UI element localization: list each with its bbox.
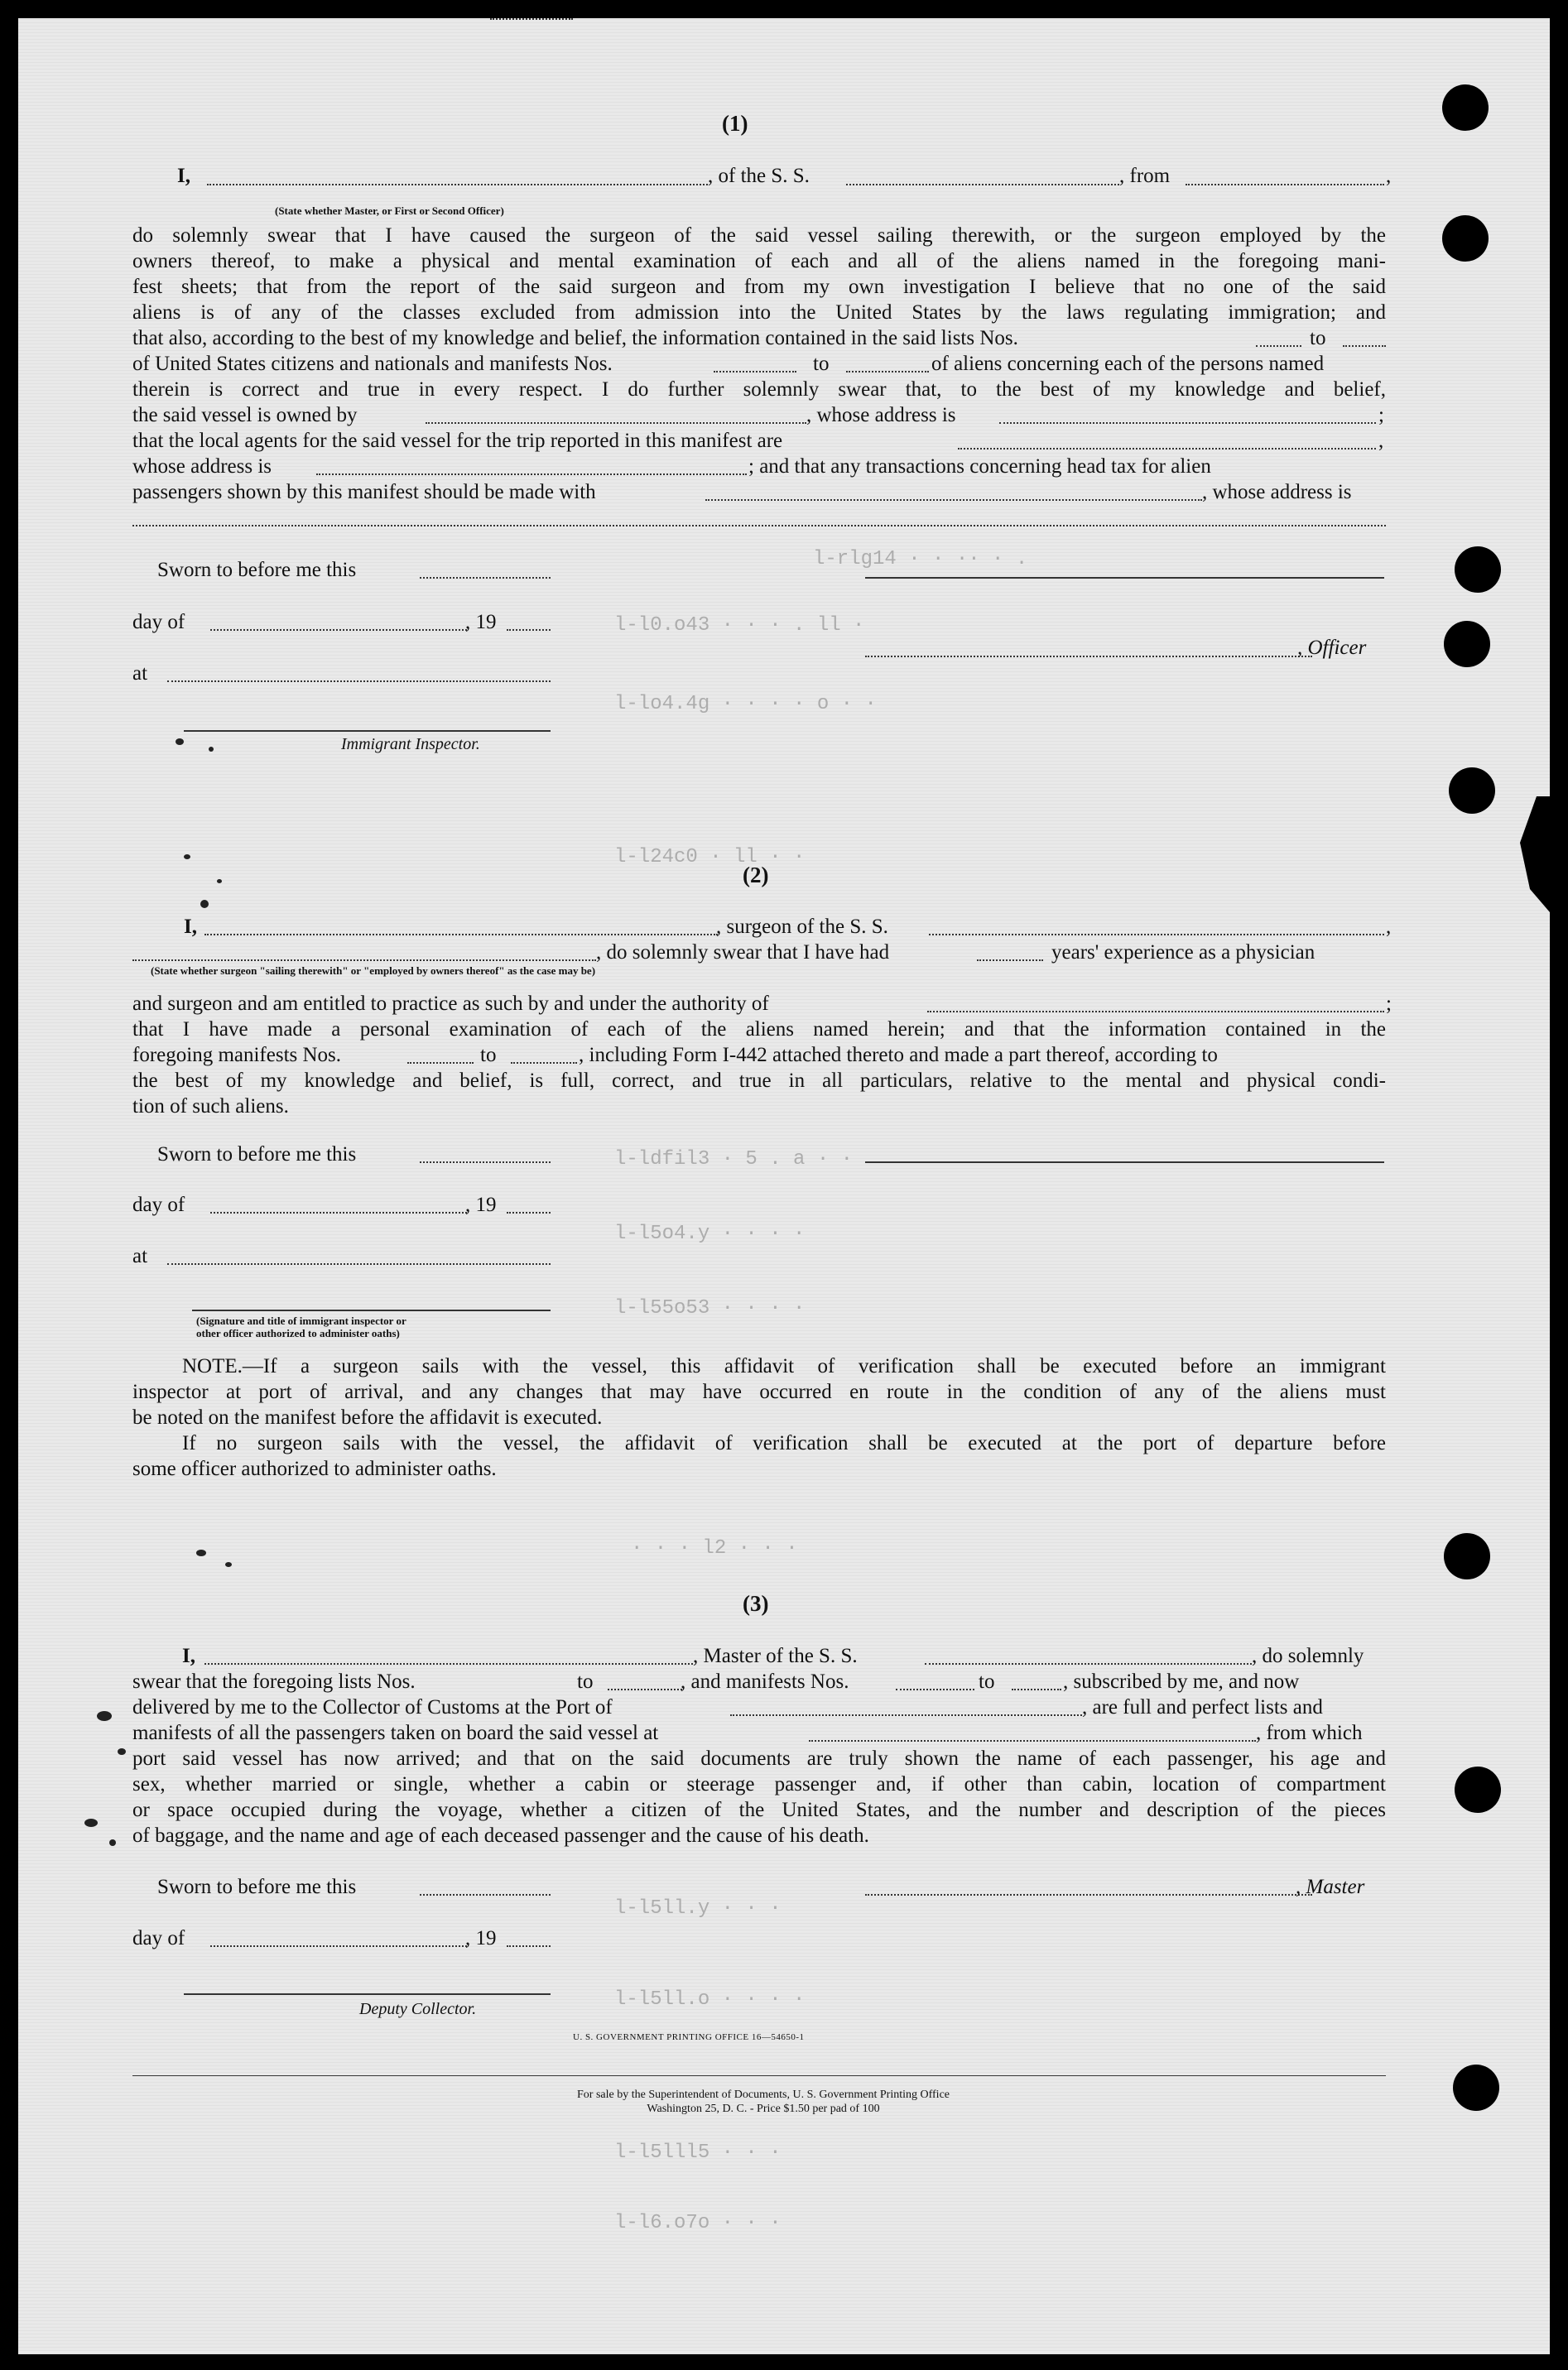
s3-nineteen: , 19 [465,1927,497,1949]
s3-day-of: day of [132,1927,185,1949]
s1-officer-label: , Officer [1297,637,1367,659]
s3-full-perfect: , are full and perfect lists and [1082,1696,1323,1719]
s1-officer-field[interactable] [207,184,708,185]
s1-lists-line: that also, according to the best of my knowledge and belief, the information contained in the said lists Nos. [132,327,1018,349]
s2-at: at [132,1245,148,1267]
s1-manifests-b: of aliens concerning each of the persons named [931,353,1325,375]
s1-of-ss: , of the S. S. [708,165,810,187]
s1-officer-signature-line[interactable] [865,577,1384,579]
s2-swear-had: , do solemnly swear that I have had [596,941,890,964]
section-1-number: (1) [722,111,748,136]
bleed-through: l-rlg14 · · ·· · . [813,548,1028,570]
punch-hole [1455,1767,1501,1813]
bleed-through: l-lo4.4g · · · · o · · [614,693,877,715]
s1-manifests-to-field[interactable] [846,371,929,373]
s3-swear-lists: swear that the foregoing lists Nos. [132,1671,416,1693]
s2-surgeon-signature-line[interactable] [865,1161,1384,1163]
s2-signature-note-2: other officer authorized to administer oaths) [196,1327,400,1339]
ink-blot [225,1562,232,1567]
s1-body-line: aliens is of any of the classes excluded from admission into the United States by the laws regulating immigration; and [132,301,1386,324]
footer-rule [132,2075,1386,2076]
s2-years: years' experience as a physician [1051,941,1315,964]
s1-manifests: of United States citizens and nationals and manifests Nos. [132,353,613,375]
bleed-through: l-l6.o7o · · · [614,2212,782,2234]
punch-hole [1444,1533,1490,1579]
ink-blot [109,1839,116,1846]
s1-manifests-to: to [813,353,830,375]
s1-head-tax: ; and that any transactions concerning head tax for alien [748,455,1211,478]
s2-to: to [480,1044,497,1066]
bleed-through: l-l24c0 · ll · · [614,846,806,868]
bleed-through: l-l5ll.y · · · [614,1897,782,1920]
s1-from: , from [1119,165,1171,187]
s3-to-1: to [577,1671,594,1693]
s1-lists-to-field[interactable] [1343,345,1386,347]
bleed-through: · · · l2 · · · [631,1537,798,1560]
s1-day-field[interactable] [210,629,467,631]
bleed-through: l-l0.o43 · · · . ll · [614,614,865,637]
s3-sworn: Sworn to before me this [157,1876,357,1898]
s1-agents-address-field[interactable] [316,474,747,475]
s3-body-line: port said vessel has now arrived; and that on the said documents are truly shown the name of each passenger, his age and [132,1747,1386,1770]
s3-do-solemnly: , do solemnly [1252,1645,1364,1667]
s3-master-name-field[interactable] [204,1663,693,1665]
s3-manifests-to-field[interactable] [1012,1689,1061,1690]
s1-lists-to: to [1310,327,1326,349]
s1-nineteen: , 19 [465,611,497,633]
s3-master-signature-line[interactable] [865,1894,1312,1896]
s3-last-line: of baggage, and the name and age of each deceased passenger and the cause of his death. [132,1824,869,1847]
s1-i: I, [177,165,190,187]
section-3-number: (3) [743,1591,769,1616]
s3-embark-port-field[interactable] [809,1740,1256,1742]
s1-owned-by: the said vessel is owned by [132,404,358,426]
s3-to-2: to [979,1671,995,1693]
s2-note-line: NOTE.—If a surgeon sails with the vessel, this affidavit of verification shall be executed before an immigrant [182,1355,1386,1377]
s2-no-surgeon-line: some officer authorized to administer oaths. [132,1458,497,1480]
ink-blot [209,747,214,752]
punch-hole [1453,2065,1499,2111]
punch-hole [1442,84,1489,131]
s3-port-field[interactable] [730,1714,1082,1716]
s2-such-aliens: tion of such aliens. [132,1095,289,1118]
s2-no-surgeon-line: If no surgeon sails with the vessel, the affidavit of verification shall be executed at the port of departure before [182,1432,1386,1454]
s2-made-exam: that I have made a personal examination of each of the aliens named herein; and that the information contained in the [132,1018,1386,1041]
s2-day-field[interactable] [210,1212,467,1214]
section-2-number: (2) [743,863,769,887]
s3-manifests-from-field[interactable] [896,1689,974,1690]
s2-note-line: inspector at port of arrival, and any changes that may have occurred en route in the condition of any of the aliens must [132,1381,1386,1403]
s2-foregoing: foregoing manifests Nos. [132,1044,342,1066]
ink-blot [176,738,184,745]
s3-lists-from-field[interactable] [490,18,573,20]
s2-note-line: be noted on the manifest before the affidavit is executed. [132,1406,603,1429]
s2-nineteen: , 19 [465,1194,497,1216]
s1-vessel-field[interactable] [846,184,1119,185]
s2-surgeon-type-field[interactable] [132,959,596,961]
s1-day-of: day of [132,611,185,633]
punch-hole [1449,767,1495,814]
s1-year-field[interactable] [507,629,551,631]
bleed-through: l-ldfil3 · 5 . a · · [614,1148,854,1171]
s2-sworn: Sworn to before me this [157,1143,357,1166]
s1-whose-address: , whose address is [806,404,956,426]
ink-blot [217,879,222,883]
s2-surgeon-of: , surgeon of the S. S. [716,916,888,938]
bleed-through: l-l55o53 · · · · [614,1297,806,1320]
s3-master-of: , Master of the S. S. [693,1645,858,1667]
ink-blot [196,1550,206,1556]
s2-including: , including Form I-442 attached thereto and made a part thereof, according to [579,1044,1218,1066]
s3-from-which: , from which [1256,1722,1363,1744]
s1-body-line: fest sheets; that from the report of the said surgeon and from my own investigation I believe that no one of the said [132,276,1386,298]
bleed-through: l-l5o4.y · · · · [614,1223,806,1245]
s1-immigrant-inspector: Immigrant Inspector. [341,735,480,753]
s3-deputy-collector: Deputy Collector. [359,2000,477,2018]
s1-agents-field[interactable] [958,448,1376,449]
s1-sworn-field[interactable] [420,577,551,579]
form-page: l-rlg14 · · ·· · . l-l0.o43 · · · . ll · l-lo4.4g · · · · o · · l-l24c0 · ll · · l-ldfil3 · 5 . a · · l-l5o4.y · · · · l-l55o53 · · · · · · · l2 · · · l-l5ll.y · · · l-l5ll.o · · · · l-l5lll5 · · · l-l6.o7o · · · (1) I, , of the S. S. , from , (State whether Master, or First or Second Officer) do solemnly swear that I have caused the surgeon of the said vessel sailing therewith, or the surgeon employed by the owners thereof, to make a physical and mental examination of each and all of the aliens named in the foregoing mani- fest sheets; that from the report of the said surgeon and from my own investigation I believe that no one of the said aliens is of any of the classes excluded from admission into the United States by the laws regulating immigration; and that also, according to the best of my knowledge and belief, the information contained in the said lists Nos. to of United States citizens and nationals and manifests Nos. to of aliens concerning each of the persons named therein is correct and true in every respect. I do further solemnly swear that, to the best of my knowledge and belief, the said vessel is owned by , whose address is ; that the local agents for the said vessel for the trip reported in this manifest are , whose address is ; and that any transactions concerning head tax for alien passengers shown by this manifest should be made with , whose address is Sworn to before me this day of , 19 , Officer at Immigrant Inspector. (2) I, , surgeon of the S. S. , , do solemnly swear that I have had years' experience as a physician (State whether surgeon "sailing therewith" or "employed by owners thereof" as the case may be) and surgeon and am entitled to practice as such by and under the authority of ; that I have made a personal examination of each of the aliens named herein; and that the information contained in the foregoing manifests Nos. to , including Form I-442 attached thereto and made a part thereof, according to the best of my knowledge and belief, is full, correct, and true in all particulars, relative to the mental and physical condi- tion of such aliens. Sworn to before me this day of , 19 at (Signature and title of immigrant inspector or other officer authorized to administer oaths) NOTE.—If a surgeon sails with the vessel, this affidavit of verification shall be executed before an immigrant inspector at port of arrival, and any changes that may have occurred en route in the condition of any of the aliens must be noted on the manifest before the affidavit is executed. If no surgeon sails with the vessel, the affidavit of verification shall be executed at the port of departure before some officer authorized to administer oaths. (3) I, , Master of the S. S. , do solemnly swear that the foregoing lists Nos. to , and manifests Nos. to , subscribed by me, and now delivered by me to the Collector of Customs at the Port of , are full and perfect lists and manifests of all the passengers taken on board the said vessel at , from which port said vessel has now arrived; and that on the said documents are truly shown the name of each passenger, his age and sex, whether married or single, whether a cabin or steerage passenger and, if other than cabin, location of compartment or space occupied during the voyage, whether a citizen of the United States, and the number and description of the pieces of baggage, and the name and age of each deceased passenger and the cause of his death. Sworn to before me this , Master day of , 19 Deputy Collector. U. S. GOVERNMENT PRINTING OFFICE 16—54650-1 For sale by the Superintendent of Documents, U. S. Government Printing Office Washington 25, D. C. - Price $1.50 per pad of 100 [18,18,1550,2354]
s3-subscribed: , subscribed by me, and now [1063,1671,1300,1693]
printing-office-line: U. S. GOVERNMENT PRINTING OFFICE 16—54650-1 [573,2032,805,2042]
s2-years-field[interactable] [977,959,1043,961]
bleed-through: l-l5lll5 · · · [614,2142,782,2164]
s1-sworn: Sworn to before me this [157,559,357,581]
s1-from-field[interactable] [1186,184,1384,185]
ink-blot [97,1711,112,1721]
ink-blot [118,1748,126,1755]
s3-day-field[interactable] [210,1945,467,1947]
s3-body-line: or space occupied during the voyage, whether a citizen of the United States, and the number and description of the pieces [132,1799,1386,1821]
s1-at-field[interactable] [167,680,551,682]
s2-manifests-from-field[interactable] [407,1062,474,1064]
s1-body-line: owners thereof, to make a physical and mental examination of each and all of the aliens named in the foregoing mani- [132,250,1386,272]
s3-manifests-of: manifests of all the passengers taken on board the said vessel at [132,1722,659,1744]
s1-lists-from-field[interactable] [1256,345,1301,347]
s2-sworn-field[interactable] [420,1161,551,1163]
s1-whose-address-2: whose address is [132,455,272,478]
s1-owner-address-field[interactable] [999,422,1376,424]
s3-lists-to-field[interactable] [608,1689,682,1690]
ink-blot [84,1819,98,1827]
s3-delivered: delivered by me to the Collector of Customs at the Port of [132,1696,613,1719]
s2-i: I, [184,916,197,938]
s3-vessel-field[interactable] [925,1663,1252,1665]
s1-local-agents: that the local agents for the said vessel for the trip reported in this manifest are [132,430,783,452]
s2-day-of: day of [132,1194,185,1216]
s1-head-tax-address-field[interactable] [132,525,1386,526]
s3-and-manifests: , and manifests Nos. [681,1671,849,1693]
s1-officer-name-field[interactable] [865,656,1312,657]
s3-body-line: sex, whether married or single, whether a cabin or steerage passenger and, if other than cabin, location of compartment [132,1773,1386,1796]
s3-collector-signature-line[interactable] [184,1993,551,1995]
s1-whose-address-3: , whose address is [1202,481,1352,503]
footer-line-1: For sale by the Superintendent of Documents, U. S. Government Printing Office [577,2089,950,2101]
footer-line-2: Washington 25, D. C. - Price $1.50 per pad of 100 [647,2103,880,2115]
s1-body-line: do solemnly swear that I have caused the surgeon of the said vessel sailing therewith, or the surgeon employed by the [132,224,1386,247]
s3-master-label: , Master [1296,1876,1365,1898]
s1-at: at [132,662,148,685]
s2-year-field[interactable] [507,1212,551,1214]
s2-authority-field[interactable] [927,1011,1384,1012]
s3-year-field[interactable] [507,1945,551,1947]
ink-blot [200,900,209,908]
punch-hole [1442,215,1489,262]
s1-owner-field[interactable] [426,422,806,424]
s2-at-field[interactable] [167,1263,551,1265]
bleed-through: l-l5ll.o · · · · [614,1988,806,2011]
s1-passengers-line: passengers shown by this manifest should be made with [132,481,596,503]
torn-edge [1517,796,1550,912]
s2-best-of: the best of my knowledge and belief, is full, correct, and true in all particulars, relative to the mental and physical condi- [132,1070,1386,1092]
s3-i: I, [182,1645,195,1667]
s1-officer-note: (State whether Master, or First or Second Officer) [275,204,504,217]
s2-manifests-to-field[interactable] [511,1062,577,1064]
s1-manifests-from-field[interactable] [714,371,796,373]
s2-name-field[interactable] [204,934,718,935]
s2-vessel-field[interactable] [929,934,1384,935]
s1-therein-line: therein is correct and true in every respect. I do further solemnly swear that, to the best of my knowledge and belief, [132,378,1386,401]
s2-signature-note-1: (Signature and title of immigrant inspector or [196,1315,406,1327]
punch-hole [1444,621,1490,667]
s3-sworn-field[interactable] [420,1894,551,1896]
s1-head-tax-field[interactable] [705,499,1202,501]
ink-blot [184,854,190,859]
punch-hole [1455,546,1501,593]
s2-authority: and surgeon and am entitled to practice as such by and under the authority of [132,993,769,1015]
s2-inspector-signature-line[interactable] [192,1310,551,1311]
s2-surgeon-note: (State whether surgeon "sailing therewith" or "employed by owners thereof" as the case may be) [151,964,596,977]
